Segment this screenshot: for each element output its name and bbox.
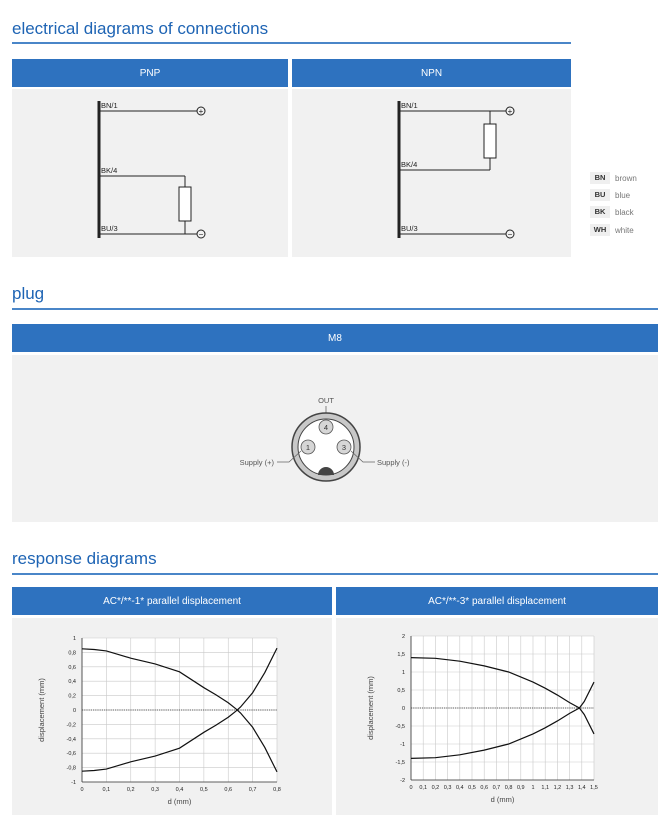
pnp-diagram-panel [12,89,288,257]
chart2-panel [336,618,658,815]
y-tick-label: -0,2 [66,722,76,729]
x-tick-label: 1,2 [553,785,562,791]
x-tick-label: 0,7 [492,785,501,791]
legend-name: brown [615,173,637,183]
npn-bn-label: BN/1 [401,101,418,110]
y-tick-label: -1 [71,780,76,786]
plug-section-title: plug [12,284,45,303]
pnp-minus-symbol: − [198,230,204,239]
x-tick-label: 0,4 [455,785,464,791]
legend-code: WH [590,224,610,236]
legend-code: BU [590,189,610,201]
supply-plus-label: Supply (+) [239,458,274,467]
x-tick-label: 0,4 [175,787,184,793]
m8-plug-diagram [12,355,658,522]
y-tick-label: -0,6 [66,751,76,758]
x-tick-label: 0,3 [443,785,452,791]
plug-section-rule [12,308,658,310]
x-tick-label: 0,5 [200,787,208,793]
supply-minus-label: Supply (-) [377,458,410,467]
legend-item-wh [590,224,634,236]
y-tick-label: -1,5 [395,760,405,766]
y-tick-label: 0,6 [68,664,76,671]
x-tick-label: 0 [409,785,413,791]
y-tick-label: 2 [401,634,405,640]
x-tick-label: 1,5 [590,785,598,791]
pnp-bu-label: BU/3 [101,224,118,233]
npn-bk-label: BK/4 [401,160,418,169]
y-axis-label: displacement (mm) [37,678,46,742]
x-tick-label: 0,7 [248,787,257,793]
x-tick-label: 0,2 [126,787,135,793]
plug-header-label: M8 [328,332,342,344]
npn-plus-symbol: + [507,107,513,116]
x-axis-label: d (mm) [490,795,515,804]
plug-diagram-panel [12,355,658,522]
legend-name: black [615,207,634,217]
electrical-section-rule [12,42,571,44]
x-tick-label: 0,8 [504,785,513,791]
x-tick-label: 1,4 [577,785,586,791]
x-tick-label: 0,8 [273,787,281,793]
pin-4-number: 4 [323,423,329,432]
pnp-load-resistor [179,187,191,221]
chart2-plot [336,618,658,815]
plug-header [12,324,658,352]
legend-item-bk [590,206,634,218]
y-tick-label: 1 [401,670,405,676]
npn-header [292,59,571,87]
y-tick-label: 0,5 [397,688,405,694]
x-tick-label: 0,1 [102,787,111,793]
plug-out-label: OUT [318,396,334,405]
chart1-plot [12,618,332,815]
legend-code: BK [590,206,610,218]
npn-load-resistor [484,124,496,158]
y-axis-label: displacement (mm) [366,676,375,740]
pnp-plus-symbol: + [198,107,204,116]
npn-minus-symbol: − [507,230,513,239]
y-tick-label: 0 [72,708,76,714]
chart1-panel [12,618,332,815]
y-tick-label: -1 [400,742,405,748]
legend-name: white [615,225,634,235]
pnp-bk-label: BK/4 [101,166,118,175]
x-tick-label: 0,9 [516,785,525,791]
pin-3-number: 3 [341,443,347,452]
y-tick-label: -2 [400,778,405,784]
legend-item-bu [590,189,630,201]
y-tick-label: -0,8 [66,765,76,772]
y-tick-label: 0 [401,706,405,712]
x-tick-label: 0,5 [468,785,476,791]
chart1-title: AC*/**-1* parallel displacement [103,595,241,607]
pnp-header [12,59,288,87]
x-tick-label: 0,3 [151,787,159,793]
y-tick-label: -0,5 [395,724,405,730]
pin-1-number: 1 [305,443,311,452]
npn-diagram-panel [292,89,571,257]
npn-header-label: NPN [420,67,443,79]
npn-bu-label: BU/3 [401,224,418,233]
y-tick-label: 0,4 [68,679,76,686]
x-tick-label: 0,6 [224,787,233,793]
y-tick-label: 0,2 [68,693,76,700]
x-tick-label: 0,2 [431,785,440,791]
x-tick-label: 1,1 [541,785,550,791]
x-axis-label: d (mm) [167,797,192,806]
response-section-title: response diagrams [12,549,157,568]
x-tick-label: 0,6 [480,785,489,791]
pnp-bn-label: BN/1 [101,101,118,110]
chart2-header [336,587,658,615]
x-tick-label: 0 [80,787,84,793]
legend-code: BN [590,172,610,184]
y-tick-label: -0,4 [66,736,76,743]
x-tick-label: 1 [531,785,535,791]
pnp-wiring-diagram [12,89,288,257]
chart1-header [12,587,332,615]
npn-wiring-diagram [292,89,571,257]
x-tick-label: 1,3 [565,785,574,791]
y-tick-label: 1 [72,636,76,642]
x-tick-label: 0,1 [419,785,428,791]
legend-name: blue [615,190,631,200]
y-tick-label: 0,8 [68,650,76,657]
electrical-section-title: electrical diagrams of connections [12,19,269,38]
response-section-rule [12,573,658,575]
pnp-header-label: PNP [139,67,161,79]
chart2-title: AC*/**-3* parallel displacement [428,595,566,607]
legend-item-bn [590,172,637,184]
y-tick-label: 1,5 [397,652,405,658]
